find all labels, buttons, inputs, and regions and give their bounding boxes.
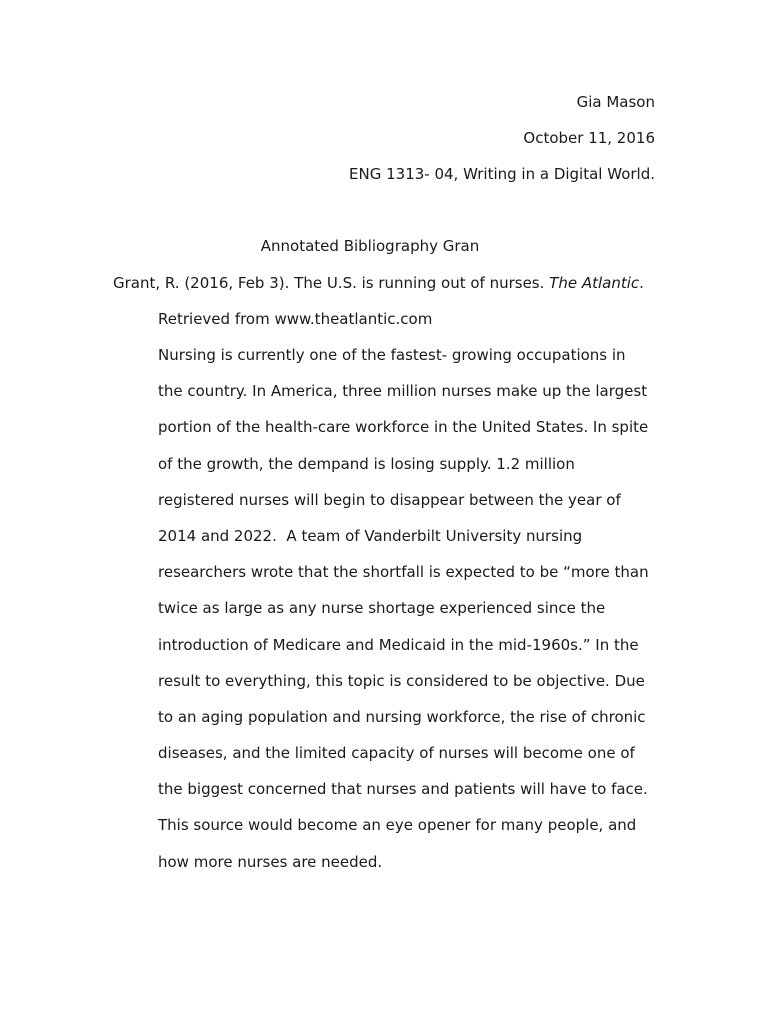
annotation-line: of the growth, the dempand is losing supply. 1.2 million xyxy=(158,454,575,473)
annotation-line: registered nurses will begin to disappear between the year of xyxy=(158,490,621,509)
annotation-line: Nursing is currently one of the fastest- growing occupations in xyxy=(158,346,626,364)
annotation-line: to an aging population and nursing workforce, the rise of chronic xyxy=(158,707,646,726)
annotation-line: the biggest concerned that nurses and patients will have to face. xyxy=(158,780,648,799)
citation-end-punct: . xyxy=(639,274,644,292)
author-name: Gia Mason xyxy=(576,93,655,111)
annotation-line: the country. In America, three million nurses make up the largest xyxy=(158,382,648,401)
annotation-line: twice as large as any nurse shortage experienced since the xyxy=(158,599,606,618)
annotation-paragraph xyxy=(158,345,678,888)
annotation-line: This source would become an eye opener for many people, and xyxy=(158,816,637,835)
citation-retrieved: Retrieved from www.theatlantic.com xyxy=(158,310,433,328)
annotation-line: 2014 and 2022. A team of Vanderbilt University nursing xyxy=(158,526,583,545)
annotation-line: introduction of Medicare and Medicaid in the mid-1960s.” In the xyxy=(158,635,639,654)
course-info: ENG 1313- 04, Writing in a Digital World. xyxy=(349,165,655,183)
annotation-line: portion of the health-care workforce in the United States. In spite xyxy=(158,418,649,437)
annotation-line: diseases, and the limited capacity of nurses will become one of xyxy=(158,744,635,763)
citation-line xyxy=(113,273,644,293)
document-title: Annotated Bibliography Gran xyxy=(260,237,480,255)
annotation-line: result to everything, this topic is considered to be objective. Due xyxy=(158,671,645,690)
annotation-line: researchers wrote that the shortfall is expected to be “more than xyxy=(158,563,649,582)
document-date: October 11, 2016 xyxy=(523,129,655,147)
citation-publication: The Atlantic xyxy=(549,274,640,292)
citation-text: Grant, R. (2016, Feb 3). The U.S. is running out of nurses. xyxy=(113,274,550,292)
annotation-line: how more nurses are needed. xyxy=(158,852,383,871)
